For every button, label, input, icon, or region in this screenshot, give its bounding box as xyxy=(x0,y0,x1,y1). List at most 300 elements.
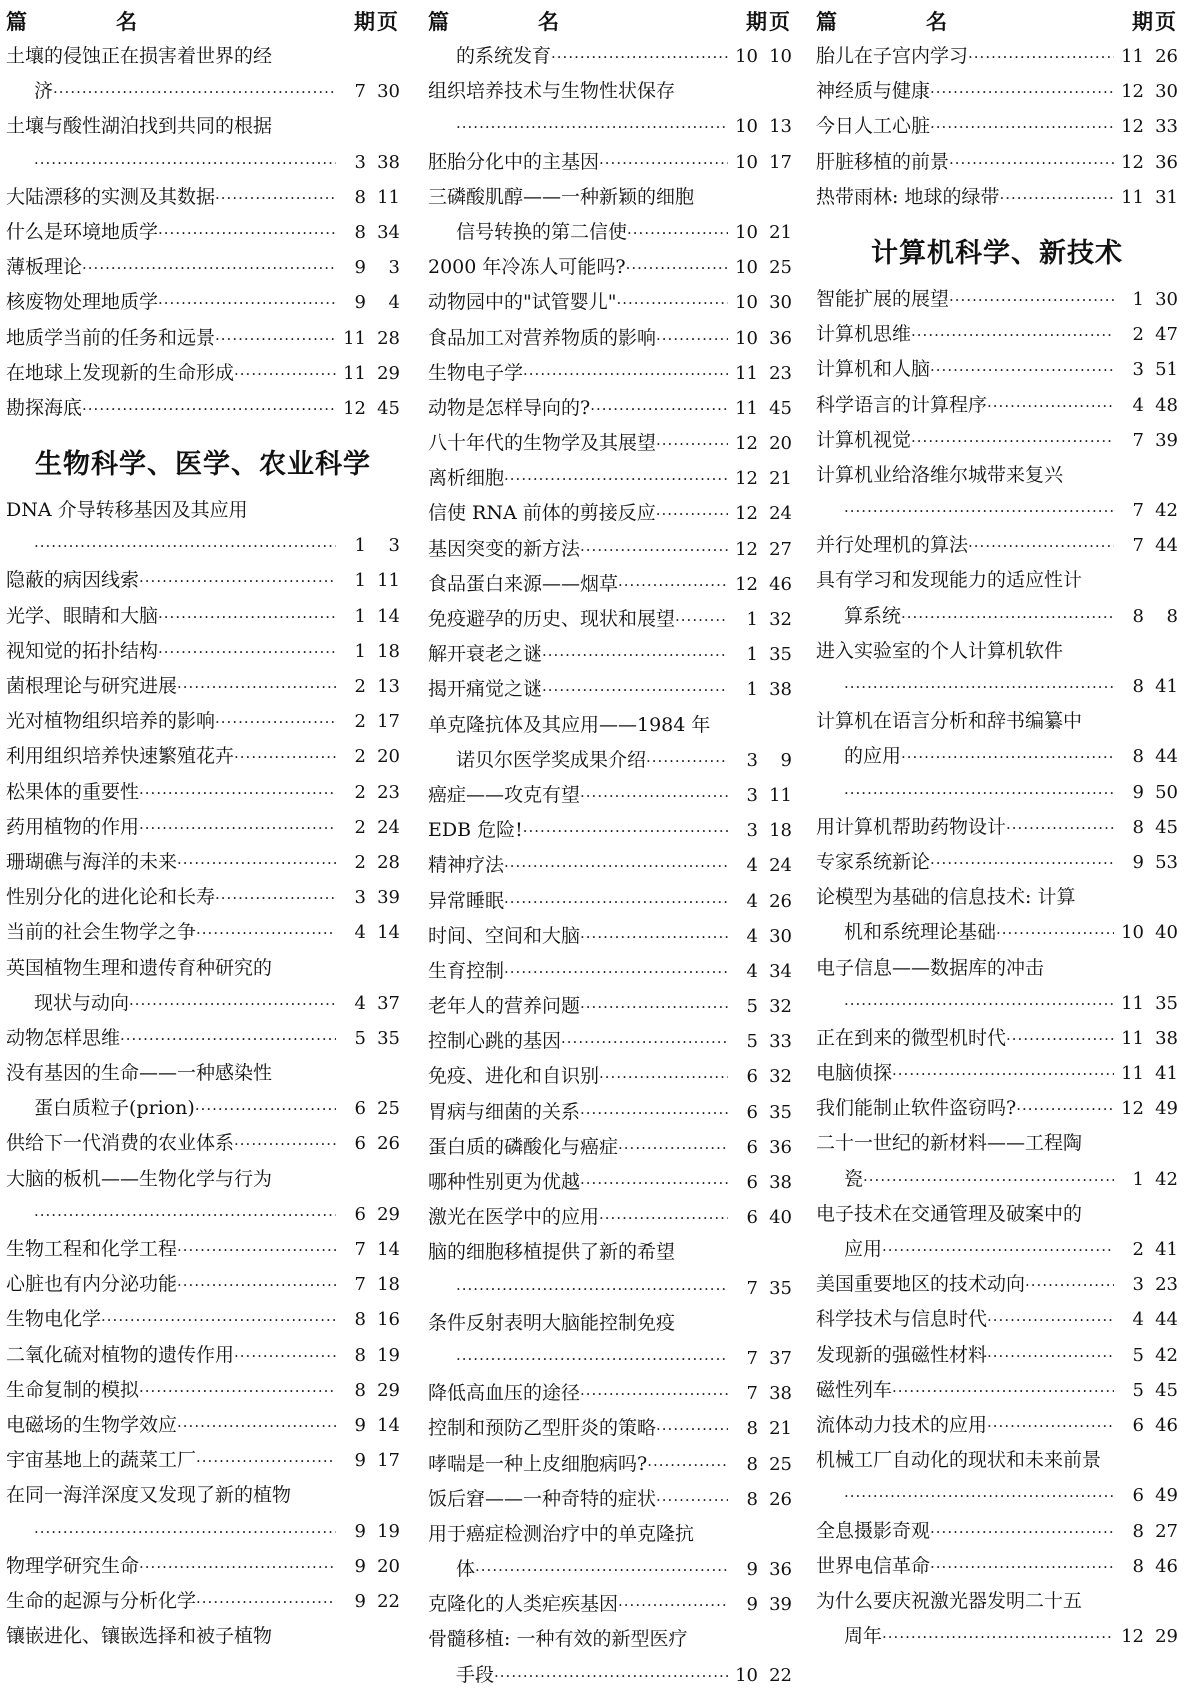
entry-page: 13 xyxy=(769,116,792,138)
dot-leader xyxy=(177,670,336,705)
entry-issue: 7 xyxy=(1132,535,1144,557)
entry-title: 用计算机帮助药物设计 xyxy=(816,815,1007,838)
dot-leader xyxy=(456,1272,728,1307)
dot-leader xyxy=(968,40,1114,75)
entry-page: 49 xyxy=(1155,1485,1178,1507)
entry-title: 进入实验室的个人计算机软件 xyxy=(816,639,1064,662)
entry-title: 蛋白质的磷酸化与癌症 xyxy=(428,1135,619,1158)
entry-page: 11 xyxy=(769,784,792,806)
entry-page: 19 xyxy=(377,1520,400,1542)
index-entry xyxy=(816,845,1178,880)
entry-title: 利用组织培养快速繁殖花卉 xyxy=(6,745,235,768)
dot-leader xyxy=(82,251,336,286)
entry-list xyxy=(428,39,792,1693)
dot-leader xyxy=(196,1444,336,1479)
entry-issue: 8 xyxy=(746,1418,758,1440)
entry-page: 38 xyxy=(769,1172,792,1193)
dot-leader xyxy=(882,1620,1114,1655)
entry-issue: 9 xyxy=(354,1450,366,1472)
entry-issue: 6 xyxy=(746,1101,758,1123)
entry-title: 在同一海洋深度又发现了新的植物 xyxy=(6,1484,292,1507)
entry-issue: 4 xyxy=(354,922,366,944)
entry-title: 机械工厂自动化的现状和未来前景 xyxy=(816,1449,1102,1472)
entry-page: 48 xyxy=(1155,394,1178,416)
dot-leader xyxy=(930,353,1114,388)
index-entry xyxy=(428,567,792,602)
dot-leader xyxy=(656,427,728,462)
entry-issue: 8 xyxy=(746,1453,758,1475)
entry-title: 生物电子学 xyxy=(428,361,524,384)
entry-title: 三磷酸肌醇——一种新颖的细胞 xyxy=(428,185,695,208)
entry-page: 23 xyxy=(377,781,400,803)
entry-issue: 9 xyxy=(746,1559,758,1581)
index-entry xyxy=(6,704,400,739)
entry-title: 智能扩展的展望 xyxy=(816,287,950,310)
entry-issue: 1 xyxy=(354,570,366,592)
dot-leader xyxy=(911,318,1114,353)
index-entry xyxy=(428,1095,792,1130)
dot-leader xyxy=(626,251,728,286)
index-entry-continued xyxy=(816,951,1178,986)
entry-page: 45 xyxy=(377,397,400,419)
dot-leader xyxy=(234,357,336,392)
entry-title: 全息摄影奇观 xyxy=(816,1519,931,1542)
index-entry xyxy=(428,1130,792,1165)
entry-issue: 11 xyxy=(343,327,366,349)
index-entry xyxy=(428,884,792,919)
index-entry xyxy=(428,1658,792,1693)
column-header xyxy=(428,4,792,39)
entry-issue: 8 xyxy=(1132,816,1144,838)
index-entry xyxy=(6,563,400,598)
entry-title: 什么是环境地质学 xyxy=(6,220,159,243)
entry-page: 40 xyxy=(769,1207,792,1229)
entry-title: 生命复制的模拟 xyxy=(6,1378,140,1401)
dot-leader xyxy=(901,740,1114,775)
entry-title: 地质学当前的任务和远景 xyxy=(6,326,216,349)
index-entry xyxy=(816,1267,1178,1302)
index-entry xyxy=(428,532,792,567)
entry-page: 28 xyxy=(377,851,400,873)
dot-leader xyxy=(675,603,728,638)
dot-leader xyxy=(139,1550,336,1585)
dot-leader xyxy=(646,744,728,779)
entry-page: 47 xyxy=(1155,324,1178,346)
dot-leader xyxy=(599,146,728,181)
dot-leader xyxy=(177,846,336,881)
index-entry-continued xyxy=(816,704,1178,739)
entry-page: 26 xyxy=(377,1133,400,1155)
entry-issue: 4 xyxy=(1132,394,1144,416)
entry-page: 46 xyxy=(1155,1555,1178,1577)
entry-page: 37 xyxy=(769,1347,792,1369)
index-entry xyxy=(6,1373,400,1408)
index-entry-continued xyxy=(428,180,792,215)
entry-issue: 1 xyxy=(354,535,366,557)
entry-page: 8 xyxy=(1166,605,1178,627)
entry-issue: 1 xyxy=(354,640,366,662)
index-entry xyxy=(816,317,1178,352)
column-header xyxy=(816,4,1178,39)
entry-title: 二氧化硫对植物的遗传作用 xyxy=(6,1343,235,1366)
entry-title: 流体动力技术的应用 xyxy=(816,1413,988,1436)
entry-issue: 12 xyxy=(735,503,758,525)
entry-page: 42 xyxy=(1155,500,1178,522)
entry-title: 瓷 xyxy=(844,1167,864,1190)
entry-page: 18 xyxy=(769,820,792,842)
entry-page: 32 xyxy=(769,1066,792,1088)
index-entry xyxy=(428,1200,792,1235)
index-entry xyxy=(816,74,1178,109)
dot-leader xyxy=(34,1515,336,1550)
index-entry-continued xyxy=(428,708,792,743)
entry-title: 具有学习和发现能力的适应性计 xyxy=(816,569,1083,592)
entry-page: 53 xyxy=(1155,851,1178,873)
index-entry xyxy=(816,1478,1178,1513)
index-entry xyxy=(428,743,792,778)
index-entry xyxy=(428,1482,792,1517)
entry-title: 解开衰老之谜 xyxy=(428,643,543,666)
entry-title: 揭开痛觉之谜 xyxy=(428,678,543,701)
entry-title: 控制心跳的基因 xyxy=(428,1030,562,1053)
index-entry xyxy=(428,1552,792,1587)
entry-issue: 10 xyxy=(735,151,758,173)
entry-page: 30 xyxy=(769,292,792,314)
dot-leader xyxy=(656,1483,728,1518)
entry-title: 光对植物组织培养的影响 xyxy=(6,710,216,733)
entry-issue: 11 xyxy=(1121,1063,1144,1085)
entry-issue: 9 xyxy=(354,1520,366,1542)
dot-leader xyxy=(996,916,1114,951)
entry-title: 用于癌症检测治疗中的单克隆抗 xyxy=(428,1522,695,1545)
entry-title: 癌症——攻克有望 xyxy=(428,783,581,806)
header-name-label: 名 xyxy=(538,9,565,34)
entry-page: 38 xyxy=(1155,1027,1178,1049)
entry-page: 35 xyxy=(769,644,792,666)
entry-title: 我们能制止软件盗窃吗? xyxy=(816,1097,1017,1120)
dot-leader xyxy=(523,357,728,392)
entry-page: 30 xyxy=(1155,288,1178,310)
entry-issue: 12 xyxy=(1121,81,1144,103)
entry-issue: 9 xyxy=(354,1590,366,1612)
dot-leader xyxy=(656,497,728,532)
dot-leader xyxy=(139,811,336,846)
entry-page: 28 xyxy=(377,327,400,349)
entry-title: 2000 年冷冻人可能吗? xyxy=(428,256,626,279)
entry-page: 30 xyxy=(769,925,792,947)
entry-title: 骨髓移植: 一种有效的新型医疗 xyxy=(428,1628,688,1651)
index-entry xyxy=(6,74,400,109)
entry-page: 35 xyxy=(1155,992,1178,1014)
entry-title: 土壤的侵蚀正在损害着世界的经 xyxy=(6,45,273,67)
entry-page: 14 xyxy=(377,605,400,627)
dot-leader xyxy=(196,916,336,951)
dot-leader xyxy=(177,1268,336,1303)
dot-leader xyxy=(215,881,336,916)
entry-page: 42 xyxy=(1155,1168,1178,1190)
index-entry-continued xyxy=(816,1126,1178,1161)
entry-page: 14 xyxy=(377,1414,400,1436)
column-header xyxy=(6,4,400,39)
entry-title: 单克隆抗体及其应用——1984 年 xyxy=(428,713,711,736)
entry-title: 生物工程和化学工程 xyxy=(6,1238,178,1260)
entry-page: 25 xyxy=(769,1453,792,1475)
dot-leader xyxy=(863,1163,1114,1198)
entry-page: 4 xyxy=(388,292,400,314)
entry-title: 心脏也有内分泌功能 xyxy=(6,1273,178,1296)
entry-issue: 5 xyxy=(746,996,758,1018)
entry-title: 热带雨林: 地球的绿带 xyxy=(816,185,1000,208)
entry-page: 45 xyxy=(1155,1379,1178,1401)
dot-leader xyxy=(987,389,1114,424)
entry-issue: 3 xyxy=(746,749,758,771)
entry-title: DNA 介导转移基因及其应用 xyxy=(6,499,248,522)
entry-issue: 4 xyxy=(746,855,758,877)
dot-leader xyxy=(987,1339,1114,1374)
index-entry xyxy=(816,1021,1178,1056)
index-entry xyxy=(6,634,400,669)
entry-title: 激光在医学中的应用 xyxy=(428,1206,600,1229)
index-entry xyxy=(816,282,1178,317)
index-entry xyxy=(816,1302,1178,1337)
entry-page: 36 xyxy=(1155,151,1178,173)
entry-page: 10 xyxy=(769,46,792,67)
entry-issue: 1 xyxy=(354,605,366,627)
index-entry xyxy=(428,250,792,285)
header-title-label: 篇 xyxy=(816,9,837,34)
entry-page: 44 xyxy=(1155,1309,1178,1331)
entry-title: 计算机在语言分析和辞书编纂中 xyxy=(816,710,1083,733)
entry-title: 在地球上发现新的生命形成 xyxy=(6,361,235,384)
entry-issue: 9 xyxy=(746,1594,758,1616)
entry-page: 34 xyxy=(377,221,400,243)
entry-page: 33 xyxy=(769,1031,792,1053)
entry-list xyxy=(816,39,1178,1654)
index-entry xyxy=(816,986,1178,1021)
index-entry xyxy=(6,880,400,915)
header-title-label: 篇 xyxy=(428,9,449,34)
entry-page: 20 xyxy=(769,433,792,455)
entry-issue: 5 xyxy=(1132,1379,1144,1401)
entry-title: 的应用 xyxy=(844,745,902,768)
dot-leader xyxy=(34,1198,336,1233)
dot-leader xyxy=(580,779,728,814)
entry-issue: 7 xyxy=(746,1347,758,1369)
index-entry xyxy=(428,39,792,74)
entry-issue: 1 xyxy=(1132,1168,1144,1190)
index-entry xyxy=(816,669,1178,704)
entry-title: 世界电信革命 xyxy=(816,1554,931,1577)
dot-leader xyxy=(580,1377,728,1412)
entry-title: 大脑的板机——生物化学与行为 xyxy=(6,1167,273,1190)
entry-page: 29 xyxy=(1155,1626,1178,1648)
entry-page: 22 xyxy=(769,1664,792,1686)
entry-issue: 4 xyxy=(746,960,758,982)
entry-title: 老年人的营养问题 xyxy=(428,995,581,1018)
entry-page: 26 xyxy=(769,890,792,912)
entry-title: 信使 RNA 前体的剪接反应 xyxy=(428,502,656,525)
entry-page: 17 xyxy=(377,1450,400,1472)
entry-page: 41 xyxy=(1155,1063,1178,1085)
dot-leader xyxy=(987,1409,1114,1444)
entry-title: 胎儿在子宫内学习 xyxy=(816,45,969,67)
entry-issue: 12 xyxy=(1121,1626,1144,1648)
dot-leader xyxy=(580,1166,728,1201)
dot-leader xyxy=(844,776,1114,811)
entry-page: 38 xyxy=(769,679,792,701)
dot-leader xyxy=(844,670,1114,705)
entry-issue: 2 xyxy=(354,816,366,838)
entry-page: 17 xyxy=(769,151,792,173)
entry-issue: 7 xyxy=(1132,500,1144,522)
index-entry xyxy=(428,778,792,813)
entry-title: 科学技术与信息时代 xyxy=(816,1308,988,1331)
entry-title: 电磁场的生物学效应 xyxy=(6,1413,178,1436)
entry-title: 为什么要庆祝激光器发明二十五 xyxy=(816,1589,1083,1612)
entry-title: 科学语言的计算程序 xyxy=(816,393,988,416)
entry-title: 大陆漂移的实测及其数据 xyxy=(6,185,216,208)
entry-page: 38 xyxy=(769,1383,792,1405)
dot-leader xyxy=(215,181,336,216)
dot-leader xyxy=(930,75,1114,110)
index-entry xyxy=(6,845,400,880)
entry-title: 异常睡眠 xyxy=(428,889,505,912)
index-entry xyxy=(816,1549,1178,1584)
entry-title: 电脑侦探 xyxy=(816,1062,893,1085)
index-entry-continued xyxy=(816,1197,1178,1232)
index-entry xyxy=(6,1091,400,1126)
entry-title: 动物园中的"试管婴儿" xyxy=(428,291,617,314)
index-entry xyxy=(428,637,792,672)
entry-page: 27 xyxy=(1155,1520,1178,1542)
entry-issue: 5 xyxy=(746,1031,758,1053)
entry-page: 45 xyxy=(1155,816,1178,838)
index-entry xyxy=(816,39,1178,74)
entry-title: 免疫、进化和自识别 xyxy=(428,1065,600,1088)
entry-title: 免疫避孕的历史、现状和展望 xyxy=(428,608,676,630)
entry-issue: 6 xyxy=(1132,1485,1144,1507)
entry-page: 27 xyxy=(769,538,792,560)
index-entry-continued xyxy=(428,1622,792,1657)
entry-page: 29 xyxy=(377,1203,400,1225)
index-entry xyxy=(6,1408,400,1443)
dot-leader xyxy=(158,286,336,321)
index-entry xyxy=(816,1619,1178,1654)
entry-issue: 11 xyxy=(1121,992,1144,1014)
entry-issue: 7 xyxy=(354,81,366,103)
dot-leader xyxy=(456,110,728,145)
dot-leader xyxy=(494,1659,728,1694)
index-entry xyxy=(6,180,400,215)
entry-page: 9 xyxy=(780,749,792,771)
index-entry xyxy=(6,1197,400,1232)
entry-issue: 7 xyxy=(1132,429,1144,451)
entry-title: 食品蛋白来源——烟草 xyxy=(428,572,619,595)
entry-issue: 9 xyxy=(354,292,366,314)
index-entry xyxy=(816,423,1178,458)
entry-issue: 6 xyxy=(746,1066,758,1088)
dot-leader xyxy=(618,1588,728,1623)
entry-issue: 9 xyxy=(354,1414,366,1436)
entry-title: 计算机业给洛维尔城带来复兴 xyxy=(816,463,1064,486)
index-entry xyxy=(428,602,792,637)
dot-leader xyxy=(987,1303,1114,1338)
index-entry xyxy=(428,145,792,180)
entry-issue: 10 xyxy=(735,46,758,67)
index-entry-continued xyxy=(6,1478,400,1513)
entry-title: 供给下一代消费的农业体系 xyxy=(6,1132,235,1155)
entry-title: 哪种性别更为优越 xyxy=(428,1171,581,1193)
entry-issue: 4 xyxy=(1132,1309,1144,1331)
entry-page: 16 xyxy=(377,1309,400,1331)
entry-page: 26 xyxy=(1155,46,1178,67)
dot-leader xyxy=(215,322,336,357)
entry-title: 磁性列车 xyxy=(816,1378,893,1401)
header-issue-page-label: 期页 xyxy=(354,9,400,34)
index-entry xyxy=(428,1447,792,1482)
entry-page: 32 xyxy=(769,996,792,1018)
dot-leader xyxy=(616,286,728,321)
dot-leader xyxy=(618,568,728,603)
dot-leader xyxy=(949,283,1114,318)
index-entry xyxy=(6,1267,400,1302)
dot-leader xyxy=(158,600,336,635)
entry-issue: 5 xyxy=(354,1027,366,1049)
entry-page: 21 xyxy=(769,221,792,243)
index-entry xyxy=(428,848,792,883)
index-entry xyxy=(428,1376,792,1411)
index-entry xyxy=(428,356,792,391)
entry-issue: 10 xyxy=(735,116,758,138)
index-entry xyxy=(428,496,792,531)
dot-leader xyxy=(215,705,336,740)
entry-issue: 12 xyxy=(343,397,366,419)
entry-issue: 10 xyxy=(1121,922,1144,944)
entry-page: 3 xyxy=(388,257,400,279)
index-entry xyxy=(428,954,792,989)
entry-title: 计算机思维 xyxy=(816,323,912,346)
header-issue-page-label: 期页 xyxy=(1132,9,1178,34)
entry-page: 13 xyxy=(377,676,400,697)
entry-issue: 3 xyxy=(354,887,366,909)
index-entry-continued xyxy=(6,1056,400,1091)
entry-title: 降低高血压的途径 xyxy=(428,1382,581,1405)
entry-page: 41 xyxy=(1155,676,1178,697)
entry-page: 25 xyxy=(377,1098,400,1120)
dot-leader xyxy=(882,1233,1114,1268)
entry-issue: 4 xyxy=(746,925,758,947)
entry-page: 41 xyxy=(1155,1239,1178,1260)
entry-issue: 11 xyxy=(735,397,758,419)
entry-page: 14 xyxy=(377,922,400,944)
entry-issue: 9 xyxy=(354,1555,366,1577)
entry-issue: 8 xyxy=(354,221,366,243)
entry-title: 生命的起源与分析化学 xyxy=(6,1589,197,1612)
index-entry xyxy=(428,1411,792,1446)
index-entry xyxy=(6,915,400,950)
entry-title: 精神疗法 xyxy=(428,854,505,877)
entry-page: 32 xyxy=(769,609,792,630)
index-entry xyxy=(6,599,400,634)
entry-issue: 8 xyxy=(354,1309,366,1331)
header-name-label: 名 xyxy=(116,9,143,34)
entry-title: 信号转换的第二信使 xyxy=(456,220,628,243)
index-entry xyxy=(428,391,792,426)
entry-issue: 9 xyxy=(1132,781,1144,803)
entry-page: 17 xyxy=(377,711,400,733)
entry-issue: 12 xyxy=(735,468,758,490)
entry-page: 29 xyxy=(377,362,400,384)
